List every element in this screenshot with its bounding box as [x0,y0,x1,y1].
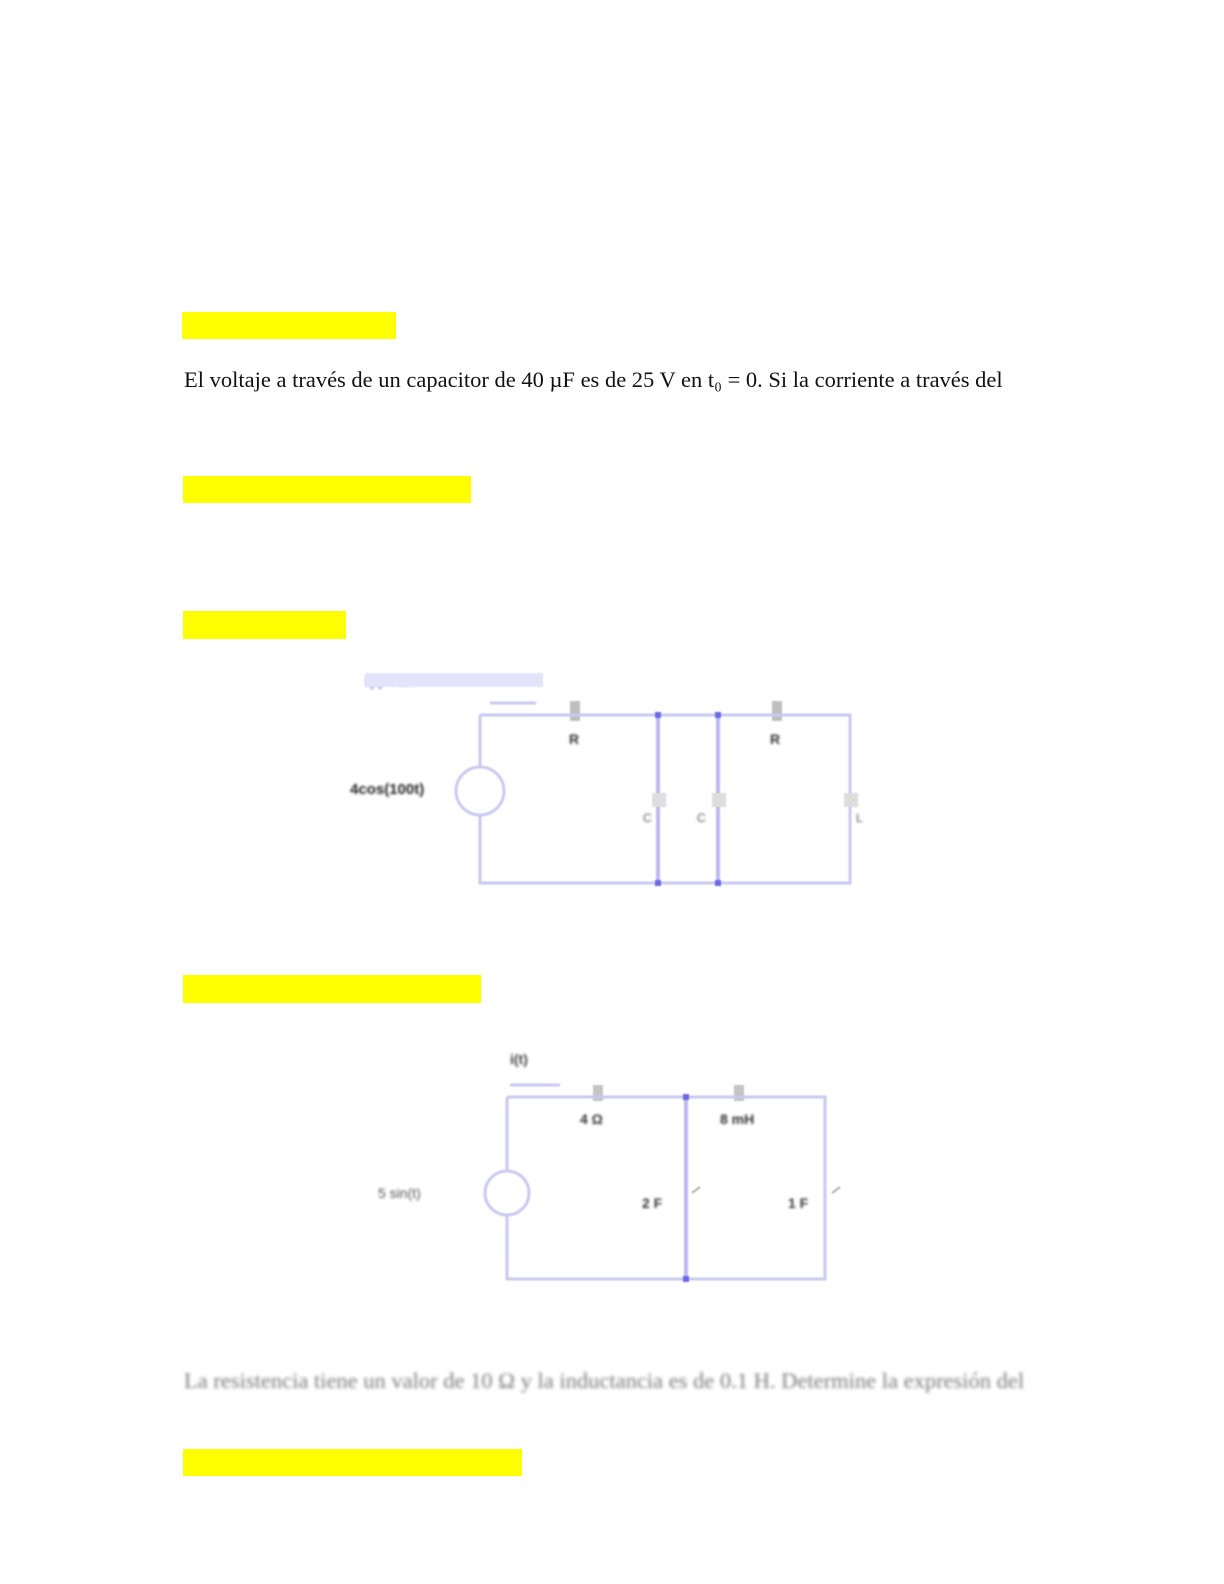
circuit2-branch-label-2: 1 F [788,1195,809,1211]
circuit1-branch-label-1: C [643,811,652,825]
circuit1-top-label-2: R [770,731,781,747]
problem-statement: El voltaje a través de un capacitor de 40 µF es de 25 V en t₀ = 0. Si la corriente a través del [184,367,1003,392]
highlight-bar-5 [183,1449,522,1476]
circuit1-source-label: 4cos(100t) [350,781,425,798]
circuit-diagram-1 [340,665,880,895]
circuit2-branch-label-1: 2 F [642,1195,663,1211]
circuit2-top-label-2: 8 mH [720,1111,755,1127]
circuit1-branch-label-3: L [856,811,863,825]
highlight-bar-3 [183,611,346,639]
circuit2-header: i(t) [510,1051,528,1067]
highlight-bar-2 [183,476,471,503]
circuit1-top-label-1: R [569,731,580,747]
circuit1-branch-label-2: C [697,811,706,825]
circuit2-source-label: 5 sin(t) [378,1185,421,1201]
circuit2-top-label-1: 4 Ω [580,1111,603,1127]
highlight-bar-1 [182,312,396,339]
lower-statement: La resistencia tiene un valor de 10 Ω y la inductancia es de 0.1 H. Determine la expresión del [184,1368,1025,1393]
circuit-diagram-2 [370,1045,850,1290]
highlight-bar-4 [183,975,481,1003]
